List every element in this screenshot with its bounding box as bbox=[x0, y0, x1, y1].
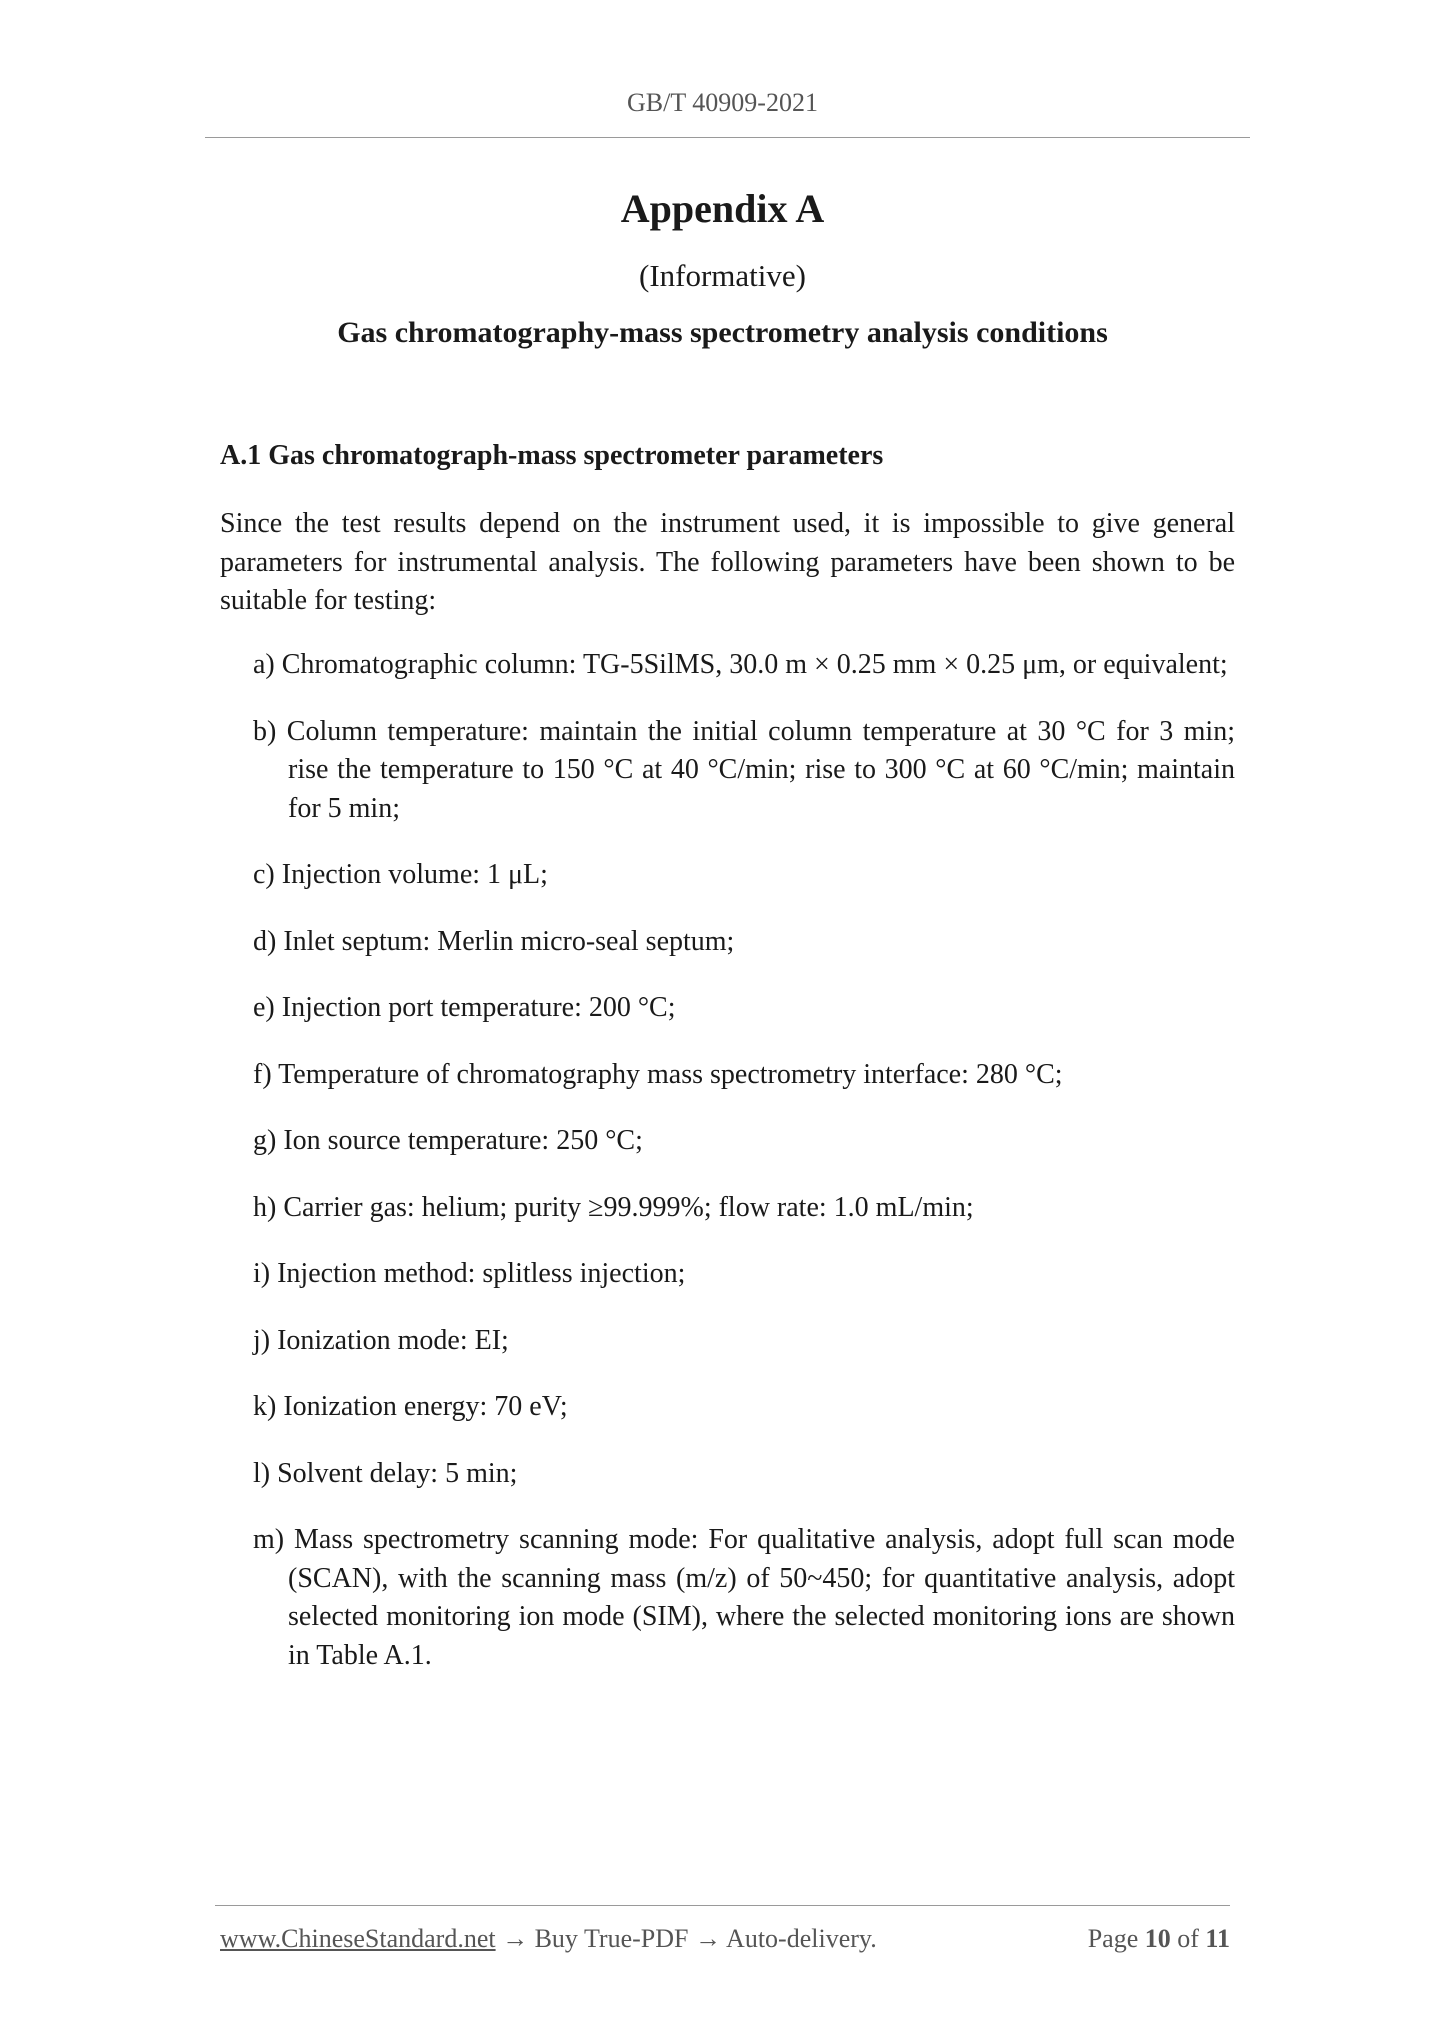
intro-paragraph: Since the test results depend on the instrument used, it is impossible to give general parameters for instrumental analysis. The following parameters have been shown to be suitable for testing: bbox=[220, 508, 1235, 616]
page-current: 10 bbox=[1144, 1924, 1171, 1953]
list-item-a: a) Chromatographic column: TG-5SilMS, 30.0 m × 0.25 mm × 0.25 μm, or equivalent; bbox=[253, 649, 1228, 680]
page-of-label: of bbox=[1177, 1924, 1199, 1953]
list-item-h: h) Carrier gas: helium; purity ≥99.999%; flow rate: 1.0 mL/min; bbox=[253, 1191, 974, 1223]
parameter-list bbox=[253, 646, 1235, 1675]
appendix-heading: Gas chromatography-mass spectrometry analysis conditions bbox=[337, 316, 1108, 349]
page-number bbox=[1088, 1924, 1230, 1954]
list-item-j: j) Ionization mode: EI; bbox=[253, 1324, 509, 1356]
list-item-f: f) Temperature of chromatography mass spectrometry interface: 280 °C; bbox=[253, 1058, 1063, 1090]
page-total: 11 bbox=[1205, 1924, 1230, 1953]
list-item-k: k) Ionization energy: 70 eV; bbox=[253, 1391, 568, 1422]
list-item-c: c) Injection volume: 1 μL; bbox=[253, 859, 548, 890]
list-item-l: l) Solvent delay: 5 min; bbox=[253, 1457, 518, 1489]
footer-tagline: → Buy True-PDF → Auto-delivery. bbox=[495, 1924, 877, 1953]
footer-promo bbox=[220, 1924, 877, 1954]
header-divider bbox=[205, 137, 1250, 138]
footer-divider bbox=[215, 1905, 1230, 1906]
section-heading: A.1 Gas chromatograph-mass spectrometer parameters bbox=[220, 440, 884, 471]
list-item-i: i) Injection method: splitless injection; bbox=[253, 1258, 686, 1289]
appendix-subtitle: (Informative) bbox=[639, 258, 806, 293]
list-item-e: e) Injection port temperature: 200 °C; bbox=[253, 992, 676, 1023]
page-label: Page bbox=[1087, 1924, 1139, 1953]
list-item-m: m) Mass spectrometry scanning mode: For qualitative analysis, adopt full scan mode (SCAN), with the scanning mass (m/z) of 50~450; for quantitative analysis, adopt selected monitoring ion mode (SIM), where the selected monitoring ions are shown in Table A.1. bbox=[253, 1524, 1235, 1671]
document-code: GB/T 40909-2021 bbox=[627, 88, 818, 117]
website-link[interactable]: www.ChineseStandard.net bbox=[220, 1924, 496, 1953]
appendix-title: Appendix A bbox=[620, 186, 825, 231]
list-item-g: g) Ion source temperature: 250 °C; bbox=[253, 1125, 643, 1156]
list-item-d: d) Inlet septum: Merlin micro-seal septum; bbox=[253, 925, 735, 957]
list-item-b: b) Column temperature: maintain the initial column temperature at 30 °C for 3 min; rise the temperature to 150 °C at 40 °C/min; rise to 300 °C at 60 °C/min; maintain for 5 min; bbox=[253, 715, 1235, 824]
